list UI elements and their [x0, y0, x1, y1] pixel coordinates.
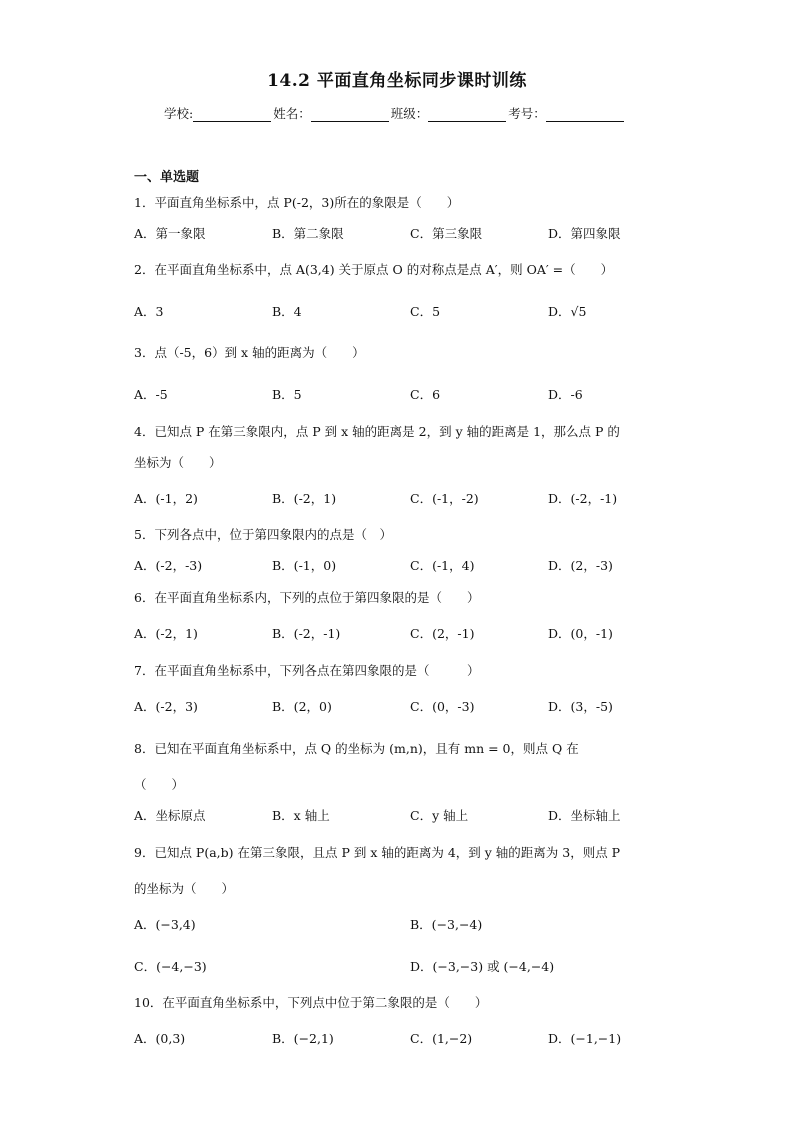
question-4-stem-line-2: 坐标为（ ） [134, 455, 222, 470]
question-5-option-b: B．(-1，0) [272, 558, 337, 573]
question-5-option-c: C．(-1，4) [410, 558, 475, 573]
name-label: 姓名： [273, 106, 311, 121]
question-1-stem: 1．平面直角坐标系中，点 P(-2，3)所在的象限是（ ） [134, 195, 460, 210]
section-heading: 一、单选题 [134, 170, 200, 185]
question-2-stem: 2．在平面直角坐标系中，点 A(3,4) 关于原点 O 的对称点是点 A′，则 OA′ =（ ） [134, 262, 614, 277]
class-label: 班级： [390, 106, 429, 121]
question-6-stem: 6．在平面直角坐标系内，下列的点位于第四象限的是（ ） [134, 590, 480, 605]
question-9-option-c: C．(−4,−3) [134, 959, 207, 974]
question-9-stem-line-2: 的坐标为（ ） [134, 881, 235, 896]
question-10-option-d: D．(−1,−1) [548, 1031, 622, 1046]
question-3-stem: 3．点（-5，6）到 x 轴的距离为（ ） [134, 345, 365, 360]
class-blank [428, 109, 506, 122]
question-8-option-d: D．坐标轴上 [548, 808, 621, 823]
question-10-option-c: C．(1,−2) [410, 1031, 473, 1046]
question-7-stem: 7．在平面直角坐标系中，下列各点在第四象限的是（ ） [134, 663, 480, 678]
question-3-option-c: C．6 [410, 387, 441, 402]
question-6-option-a: A．(-2，1) [134, 626, 198, 641]
question-9-option-b: B．(−3,−4) [410, 917, 483, 932]
question-8-option-a: A．坐标原点 [134, 808, 206, 823]
school-blank [193, 109, 271, 122]
question-8-option-c: C．y 轴上 [410, 808, 469, 823]
question-2-option-b: B．4 [272, 304, 302, 319]
question-9-option-a: A．(−3,4) [134, 917, 196, 932]
student-info-row [164, 104, 626, 122]
question-4-stem-line-1: 4．已知点 P 在第三象限内，点 P 到 x 轴的距离是 2，到 y 轴的距离是 1，那么点 P 的 [134, 424, 620, 439]
question-6-option-c: C．(2，-1) [410, 626, 475, 641]
question-5-option-d: D．(2，-3) [548, 558, 613, 573]
question-4-option-c: C．(-1，-2) [410, 491, 479, 506]
question-2-option-d: D．√5 [548, 304, 587, 319]
question-6-option-b: B．(-2，-1) [272, 626, 341, 641]
question-2-option-c: C．5 [410, 304, 441, 319]
question-6-option-d: D．(0，-1) [548, 626, 613, 641]
question-4-option-b: B．(-2，1) [272, 491, 337, 506]
question-3-option-a: A．-5 [134, 387, 168, 402]
question-10-stem: 10．在平面直角坐标系中，下列点中位于第二象限的是（ ） [134, 995, 488, 1010]
question-9-stem-line-1: 9．已知点 P(a,b) 在第三象限，且点 P 到 x 轴的距离为 4，到 y 轴的距离为 3，则点 P [134, 845, 621, 860]
question-7-option-c: C．(0，-3) [410, 699, 475, 714]
question-1-option-a: A．第一象限 [134, 226, 206, 241]
question-9-option-d: D．(−3,−3) 或 (−4,−4) [410, 959, 555, 974]
question-8-stem-line-1: 8．已知在平面直角坐标系中，点 Q 的坐标为 (m,n)，且有 mn = 0，则点 Q 在 [134, 741, 579, 756]
exam-number-blank [546, 109, 624, 122]
question-10-option-a: A．(0,3) [134, 1031, 186, 1046]
question-7-option-b: B．(2，0) [272, 699, 332, 714]
question-1-option-c: C．第三象限 [410, 226, 483, 241]
question-5-option-a: A．(-2，-3) [134, 558, 203, 573]
question-7-option-a: A．(-2，3) [134, 699, 198, 714]
question-7-option-d: D．(3，-5) [548, 699, 613, 714]
question-10-option-b: B．(−2,1) [272, 1031, 334, 1046]
page-title: 14.2 平面直角坐标同步课时训练 [267, 71, 527, 91]
question-3-option-b: B．5 [272, 387, 302, 402]
name-blank [311, 109, 389, 122]
question-8-stem-line-2: （ ） [134, 777, 185, 792]
exam-number-label: 考号： [508, 106, 546, 121]
question-8-option-b: B．x 轴上 [272, 808, 330, 823]
question-2-option-a: A．3 [134, 304, 164, 319]
question-4-option-d: D．(-2，-1) [548, 491, 618, 506]
question-4-option-a: A．(-1，2) [134, 491, 198, 506]
question-3-option-d: D．-6 [548, 387, 583, 402]
school-label: 学校: [164, 106, 194, 121]
question-1-option-d: D．第四象限 [548, 226, 621, 241]
question-5-stem: 5．下列各点中，位于第四象限内的点是（ ） [134, 527, 392, 542]
question-1-option-b: B．第二象限 [272, 226, 344, 241]
